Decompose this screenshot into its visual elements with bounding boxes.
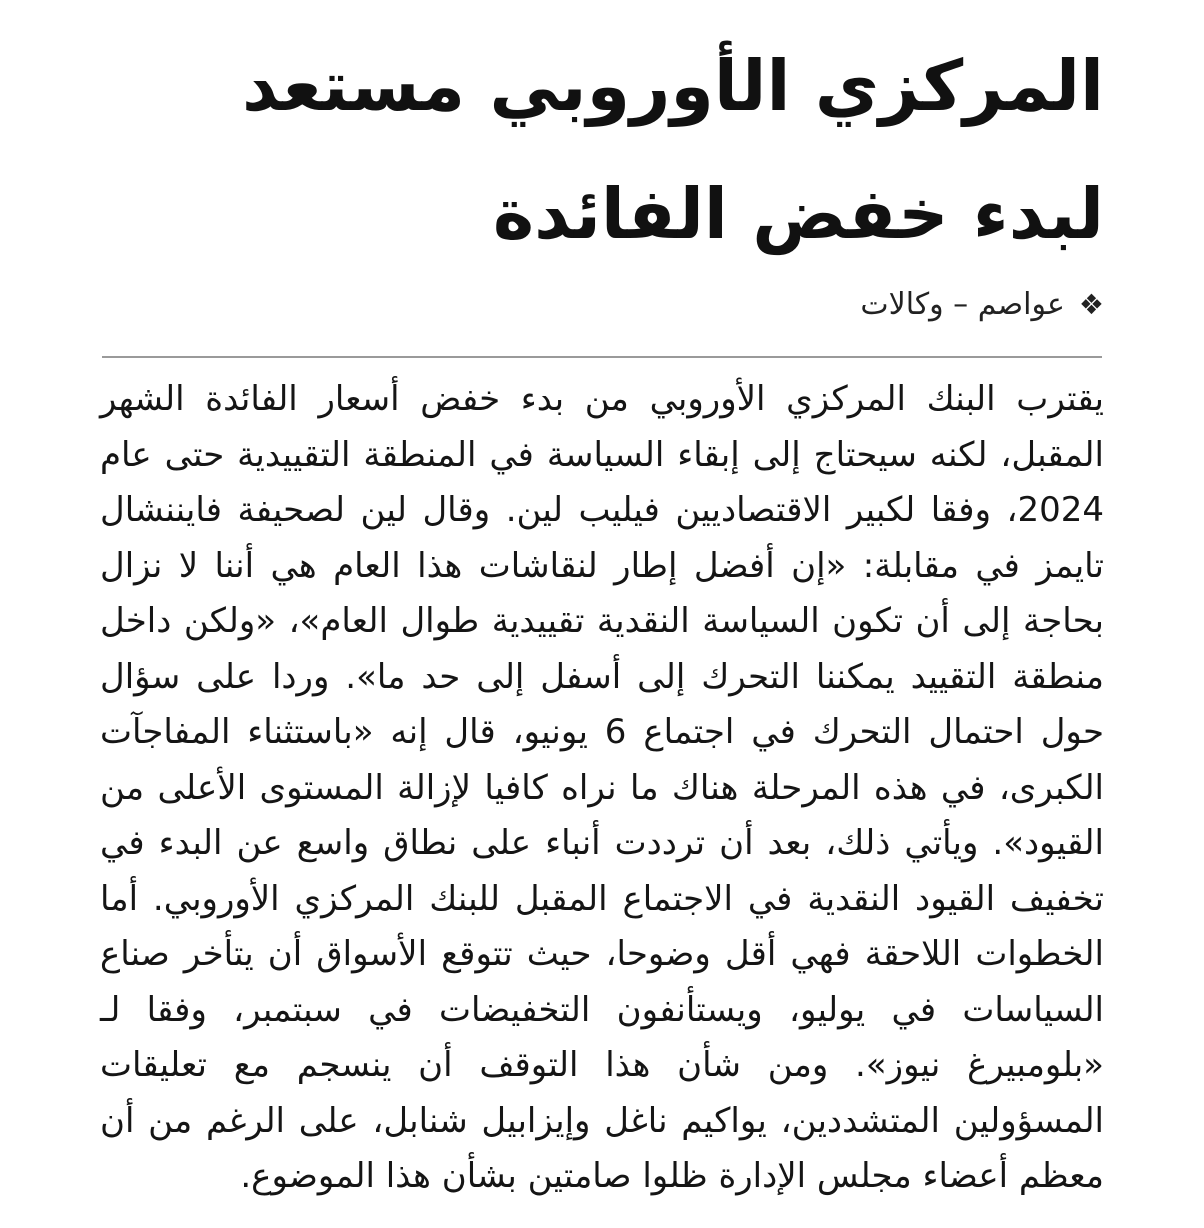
divider: [102, 356, 1102, 358]
byline-text: عواصم – وكالات: [860, 287, 1065, 322]
article-body: يقترب البنك المركزي الأوروبي من بدء خفض أسعار الفائدة الشهر المقبل، لكنه سيحتاج إلى إبقاء السياسة في المنطقة التقييدية حتى عام 2024، وفقا لكبير الاقتصاديين فيليب لين. وقال لين لصحيفة فايننشال تايمز في مقابلة: «إن أفضل إطار لنقاشات هذا العام هي أننا لا نزال بحاجة إلى أن تكون السياسة النقدية تقييدية طوال العام»، «ولكن داخل منطقة التقييد يمكننا التحرك إلى أسفل إلى حد ما». وردا على سؤال حول احتمال التحرك في اجتماع 6 يونيو، قال إنه «باستثناء المفاجآت الكبرى، في هذه المرحلة هناك ما نراه كافيا لإزالة المستوى الأعلى من القيود». ويأتي ذلك، بعد أن ترددت أنباء على نطاق واسع عن البدء في تخفيف القيود النقدية في الاجتماع المقبل للبنك المركزي الأوروبي. أما الخطوات اللاحقة فهي أقل وضوحا، حيث تتوقع الأسواق أن يتأخر صناع السياسات في يوليو، ويستأنفون التخفيضات في سبتمبر، وفقا لـ «بلومبيرغ نيوز». ومن شأن هذا التوقف أن ينسجم مع تعليقات المسؤولين المتشددين، يواكيم ناغل وإيزابيل شنابل، على الرغم من أن معظم أعضاء مجلس الإدارة ظلوا صامتين بشأن هذا الموضوع.: [100, 379, 1104, 1196]
four-point-diamond-icon: ❖: [1078, 288, 1104, 321]
headline: المركزي الأوروبي مستعد لبدء خفض الفائدة: [242, 45, 1104, 255]
byline: [504, 280, 1104, 330]
